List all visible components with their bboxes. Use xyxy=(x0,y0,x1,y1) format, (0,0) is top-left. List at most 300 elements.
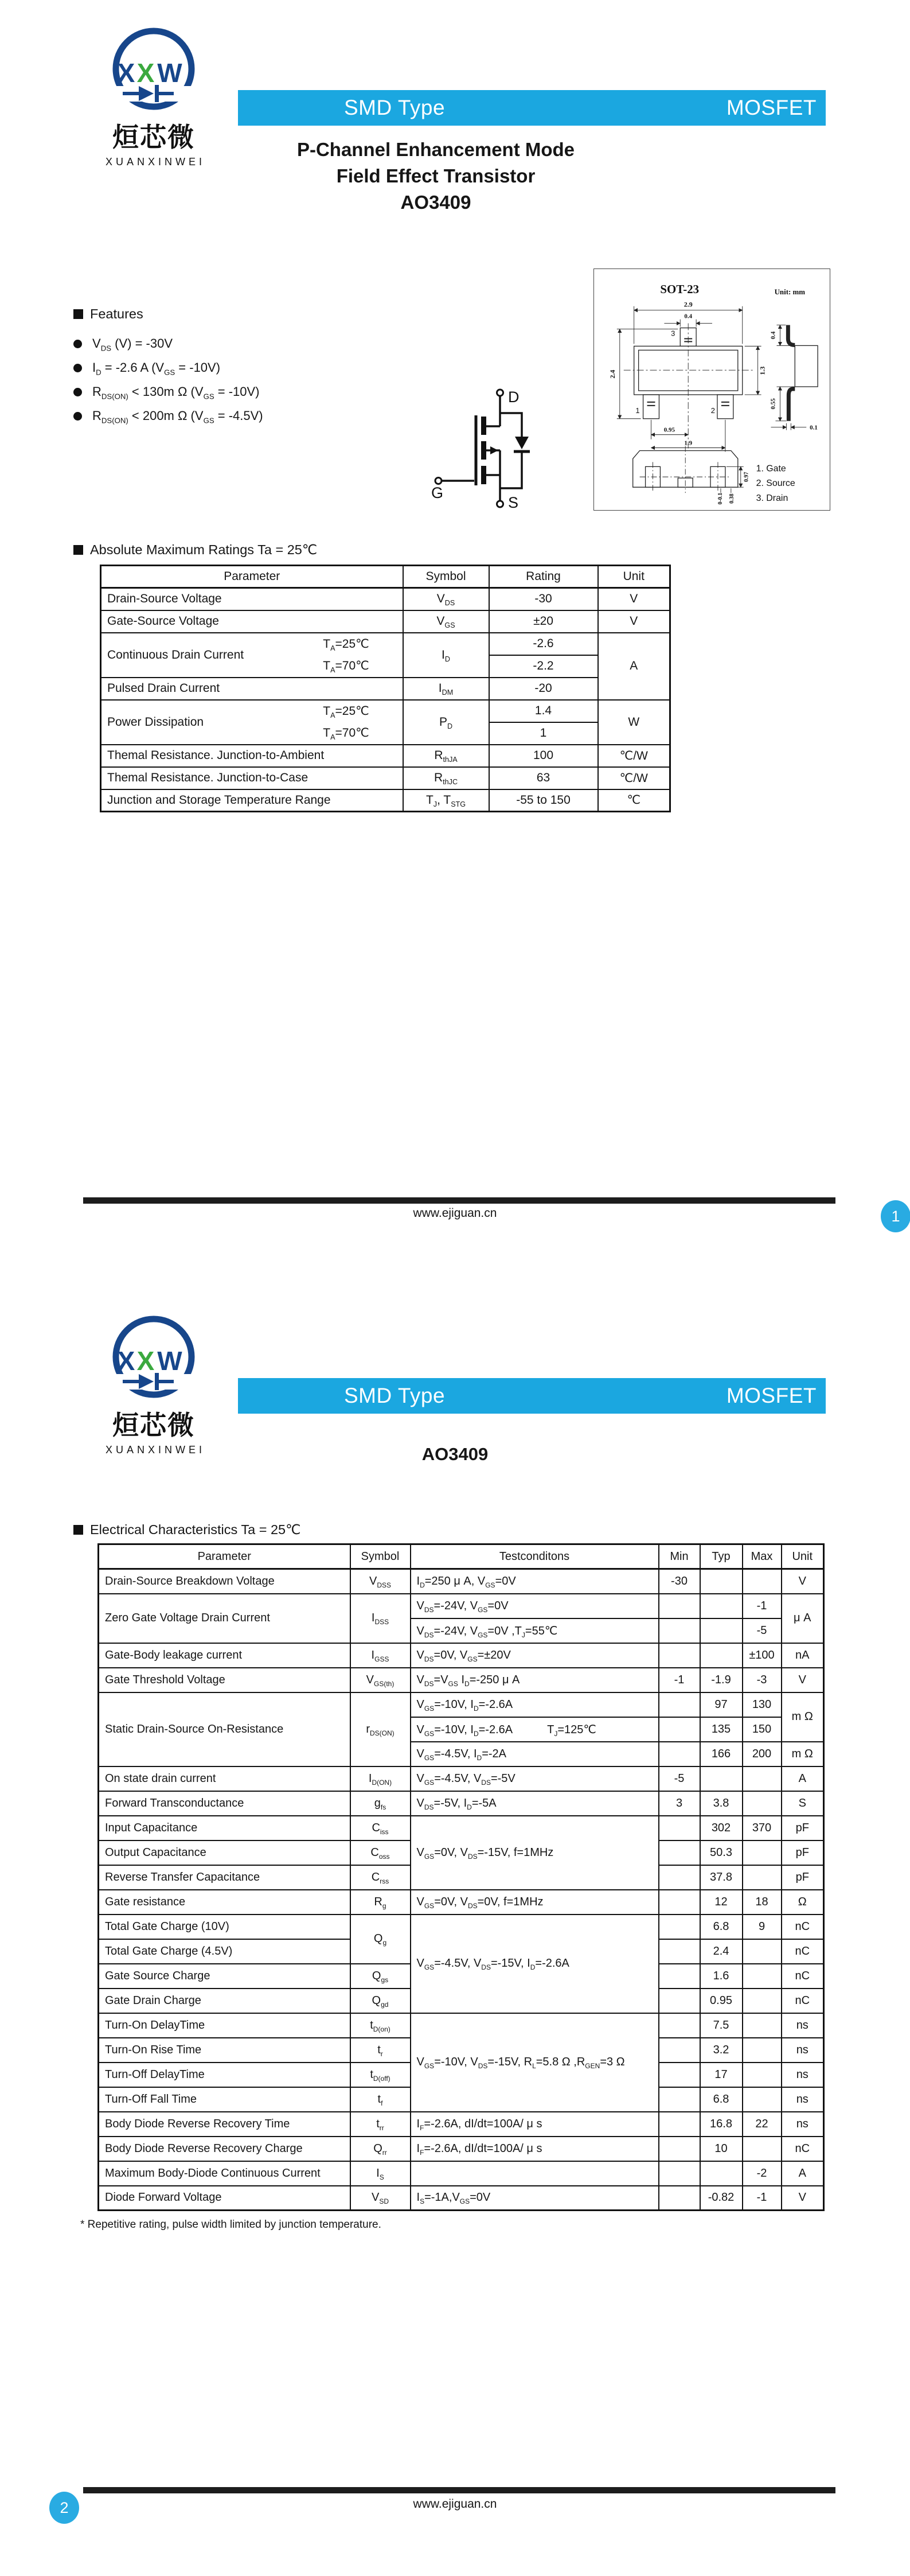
table-cell: 0.95 xyxy=(700,1989,743,2013)
table-row xyxy=(99,1692,824,1717)
table-cell xyxy=(743,1766,782,1791)
table-footnote: * Repetitive rating, pulse width limited by junction temperature. xyxy=(80,2219,381,2231)
table-cell: m Ω xyxy=(782,1742,824,1766)
table-row xyxy=(101,566,670,588)
table-cell: Themal Resistance. Junction-to-Ambient xyxy=(101,745,403,767)
dim-lead-thickness: 0.1 xyxy=(810,424,818,431)
table-cell: $I_{GSS}$ xyxy=(350,1643,411,1668)
table-cell: Diode Forward Voltage xyxy=(99,2186,350,2211)
logo-letter: X xyxy=(117,1346,135,1376)
table-cell: 10 xyxy=(700,2137,743,2161)
table-cell: Junction and Storage Temperature Range xyxy=(101,789,403,812)
table-cell: Forward Transconductance xyxy=(99,1791,350,1816)
table-cell: $V_{GS}=-10V$, $V_{DS}=-15V$, $R_L=5.8$ Ω $,R_{GEN}=3$ Ω xyxy=(411,2013,659,2112)
table-cell xyxy=(659,1989,700,2013)
table-cell: nC xyxy=(782,1915,824,1939)
table-cell: $I_S=-1A,V_{GS}=0V$ xyxy=(411,2186,659,2211)
table-row xyxy=(99,2186,824,2211)
table-cell: 370 xyxy=(743,1816,782,1840)
table-cell xyxy=(659,1964,700,1989)
table-row xyxy=(99,2161,824,2186)
dim-overall-height: 2.4 xyxy=(608,369,616,379)
table-cell: Body Diode Reverse Recovery Charge xyxy=(99,2137,350,2161)
table-cell: 100 xyxy=(489,745,598,767)
table-header-cell: Unit xyxy=(598,566,670,588)
table-cell: 1.6 xyxy=(700,1964,743,1989)
table-header-cell: Parameter xyxy=(101,566,403,588)
table-cell: 135 xyxy=(700,1717,743,1742)
table-cell: $Q_{gs}$ xyxy=(350,1964,411,1989)
abs-max-heading xyxy=(73,542,317,558)
table-row xyxy=(101,588,670,610)
datasheet-page-2 xyxy=(0,1288,910,2576)
pin-number-2: 2 xyxy=(710,406,715,415)
table-cell xyxy=(700,1766,743,1791)
company-logo-graphic xyxy=(91,1311,217,1463)
table-cell: Ω xyxy=(782,1890,824,1915)
table-cell: 97 xyxy=(700,1692,743,1717)
company-name-romanized: XUANXINWEI xyxy=(105,1444,206,1456)
feature-text: $I_D = -2.6$ A $(V_{GS} = -10V)$ xyxy=(92,360,221,377)
unit-note: Unit: mm xyxy=(774,287,806,296)
table-cell: -2.2 xyxy=(489,655,598,678)
table-cell: $V_{DS}=0V$, $V_{GS}=\pm 20V$ xyxy=(411,1643,659,1668)
table-cell xyxy=(659,2112,700,2137)
table-cell: Drain-Source Breakdown Voltage xyxy=(99,1569,350,1594)
table-cell: pF xyxy=(782,1816,824,1840)
table-header-cell: Unit xyxy=(782,1544,824,1569)
header-right-label: MOSFET xyxy=(726,96,817,119)
table-cell: $I_F=-2.6A$, dI/dt=100A/ μ s xyxy=(411,2112,659,2137)
table-cell xyxy=(700,2161,743,2186)
table-cell: $T_A=70℃$ xyxy=(290,655,403,678)
dim-pin-width: 0.4 xyxy=(684,313,693,320)
table-cell: -1 xyxy=(743,2186,782,2211)
company-name-chinese: 烜芯微 xyxy=(112,1410,195,1440)
pin-legend-source: 2. Source xyxy=(756,478,795,489)
table-cell: V xyxy=(598,610,670,633)
table-cell: V xyxy=(598,588,670,610)
table-cell xyxy=(659,1618,700,1643)
table-cell: 37.8 xyxy=(700,1865,743,1890)
table-cell: $V_{GS}=0V$, $V_{DS}=0V$, f=1MHz xyxy=(411,1890,659,1915)
table-cell: $V_{DS}$ xyxy=(403,588,489,610)
table-cell xyxy=(659,2013,700,2038)
feature-text: $R_{DS(ON)} < 200m$ Ω $(V_{GS} = -4.5V)$ xyxy=(92,408,263,425)
table-cell xyxy=(659,1840,700,1865)
table-cell: 1 xyxy=(489,722,598,745)
table-cell xyxy=(700,1569,743,1594)
table-cell: S xyxy=(782,1791,824,1816)
table-cell: Pulsed Drain Current xyxy=(101,678,403,700)
sot23-labels xyxy=(608,282,818,505)
table-cell: $C_{iss}$ xyxy=(350,1816,411,1840)
company-logo xyxy=(91,1311,217,1463)
circle-bullet-icon xyxy=(73,340,82,348)
table-cell: $R_{thJC}$ xyxy=(403,767,489,789)
mosfet-symbol xyxy=(424,383,579,527)
table-cell: Total Gate Charge (4.5V) xyxy=(99,1939,350,1964)
table-cell xyxy=(743,2137,782,2161)
header-bar xyxy=(238,90,826,126)
table-cell: $t_{rr}$ xyxy=(350,2112,411,2137)
table-cell: ns xyxy=(782,2013,824,2038)
table-cell: Zero Gate Voltage Drain Current xyxy=(99,1594,350,1643)
table-row xyxy=(101,700,670,722)
logo-letter: W xyxy=(157,58,182,88)
table-cell xyxy=(743,1840,782,1865)
feature-item xyxy=(73,332,429,356)
pin-number-1: 1 xyxy=(635,406,640,415)
elec-heading xyxy=(73,1522,301,1538)
table-header-cell: Testconditons xyxy=(411,1544,659,1569)
table-cell: $V_{DS}=-5V$, $I_D=-5A$ xyxy=(411,1791,659,1816)
table-row xyxy=(99,2112,824,2137)
page-number-badge: 2 xyxy=(49,2492,79,2524)
table-cell: Turn-On Rise Time xyxy=(99,2038,350,2063)
feature-item xyxy=(73,356,429,380)
table-cell: $V_{GS}=-10V$, $I_D=-2.6A$ $T_J=125℃$ xyxy=(411,1717,659,1742)
table-cell: -0.82 xyxy=(700,2186,743,2211)
table-cell: Gate Source Charge xyxy=(99,1964,350,1989)
table-cell: Gate-Source Voltage xyxy=(101,610,403,633)
table-cell: Gate-Body leakage current xyxy=(99,1643,350,1668)
table-cell: $C_{oss}$ xyxy=(350,1840,411,1865)
table-cell: $T_A=25℃$ xyxy=(290,633,403,655)
page-number-badge: 1 xyxy=(881,1200,910,1232)
table-cell: nA xyxy=(782,1643,824,1668)
company-logo-graphic xyxy=(91,23,217,175)
table-cell: ℃/W xyxy=(598,745,670,767)
table-cell: $Q_{gd}$ xyxy=(350,1989,411,2013)
table-cell: A xyxy=(782,2161,824,2186)
square-bullet-icon xyxy=(73,545,83,555)
arrow-icon xyxy=(490,446,498,454)
table-cell: nC xyxy=(782,2137,824,2161)
table-cell: 3.8 xyxy=(700,1791,743,1816)
logo-letter: X xyxy=(117,58,135,88)
table-cell: -20 xyxy=(489,678,598,700)
table-cell: $T_A=70℃$ xyxy=(290,722,403,745)
table-cell xyxy=(659,1742,700,1766)
table-cell: Body Diode Reverse Recovery Time xyxy=(99,2112,350,2137)
table-cell: Gate Threshold Voltage xyxy=(99,1668,350,1692)
table-header-cell: Symbol xyxy=(403,566,489,588)
table-header-cell: Rating xyxy=(489,566,598,588)
table-cell: $V_{DSS}$ xyxy=(350,1569,411,1594)
table-cell: $V_{SD}$ xyxy=(350,2186,411,2211)
table-cell: -5 xyxy=(743,1618,782,1643)
feature-item xyxy=(73,404,429,428)
table-row xyxy=(99,1668,824,1692)
table-row xyxy=(101,633,670,655)
table-cell: Static Drain-Source On-Resistance xyxy=(99,1692,350,1766)
title-line: Field Effect Transistor xyxy=(336,165,536,186)
table-cell: $V_{GS}=0V$, $V_{DS}=-15V$, f=1MHz xyxy=(411,1816,659,1890)
title-line: P-Channel Enhancement Mode xyxy=(296,139,575,160)
abs-max-table xyxy=(100,565,671,812)
table-cell: pF xyxy=(782,1865,824,1890)
circle-bullet-icon xyxy=(73,388,82,396)
table-cell xyxy=(743,1569,782,1594)
table-cell xyxy=(743,1939,782,1964)
table-cell xyxy=(659,2137,700,2161)
table-cell: $V_{GS}$ xyxy=(403,610,489,633)
table-cell: nC xyxy=(782,1989,824,2013)
table-cell: -5 xyxy=(659,1766,700,1791)
dim-pin-span: 1.9 xyxy=(684,439,693,447)
table-row xyxy=(99,1766,824,1791)
table-cell: ns xyxy=(782,2087,824,2112)
dim-body-height: 1.3 xyxy=(758,366,767,375)
pin-legend-drain: 3. Drain xyxy=(756,493,788,504)
header-left-label: SMD Type xyxy=(344,96,446,119)
title-line-part-number: AO3409 xyxy=(400,192,471,213)
table-cell: 3.2 xyxy=(700,2038,743,2063)
table-cell: -1 xyxy=(659,1668,700,1692)
table-row xyxy=(99,1816,824,1840)
sot23-drawing xyxy=(594,269,830,510)
table-cell xyxy=(743,1964,782,1989)
elec-heading-label: Electrical Characteristics Ta = 25℃ xyxy=(90,1522,301,1537)
table-cell: Gate Drain Charge xyxy=(99,1989,350,2013)
table-cell: $T_J$, $T_{STG}$ xyxy=(403,789,489,812)
table-cell: $V_{GS}=-4.5V$, $V_{DS}=-5V$ xyxy=(411,1766,659,1791)
table-cell: 3 xyxy=(659,1791,700,1816)
table-cell: Maximum Body-Diode Continuous Current xyxy=(99,2161,350,2186)
table-row xyxy=(99,1915,824,1939)
table-row xyxy=(99,1791,824,1816)
logo-monogram xyxy=(118,58,183,88)
body-diode-icon xyxy=(515,437,529,449)
table-cell xyxy=(659,2038,700,2063)
table-cell: ±100 xyxy=(743,1643,782,1668)
sot23-bottom-view xyxy=(633,446,744,493)
table-cell: $I_{DM}$ xyxy=(403,678,489,700)
table-cell: $t_f$ xyxy=(350,2087,411,2112)
table-cell: Turn-Off Fall Time xyxy=(99,2087,350,2112)
table-cell: $r_{DS(ON)}$ xyxy=(350,1692,411,1766)
table-cell xyxy=(659,1816,700,1840)
table-cell: On state drain current xyxy=(99,1766,350,1791)
table-cell: -55 to 150 xyxy=(489,789,598,812)
company-name-chinese: 烜芯微 xyxy=(112,122,195,152)
company-name-romanized: XUANXINWEI xyxy=(105,156,206,168)
table-row xyxy=(101,745,670,767)
dim-lead-top: 0.4 xyxy=(770,331,777,340)
mosfet-symbol-drawing xyxy=(424,383,579,527)
table-cell: Turn-On DelayTime xyxy=(99,2013,350,2038)
table-cell: -1.9 xyxy=(700,1668,743,1692)
features-list xyxy=(73,332,429,428)
table-row xyxy=(99,1890,824,1915)
table-cell: 2.4 xyxy=(700,1939,743,1964)
table-header-cell: Min xyxy=(659,1544,700,1569)
table-cell: -30 xyxy=(489,588,598,610)
dim-pad-height: 0.97 xyxy=(743,472,750,482)
table-cell xyxy=(743,1989,782,2013)
table-row xyxy=(99,1643,824,1668)
table-cell: 166 xyxy=(700,1742,743,1766)
table-cell: $V_{DS}=V_{GS}$ $I_D=-250$ μ A xyxy=(411,1668,659,1692)
table-cell: $R_{thJA}$ xyxy=(403,745,489,767)
table-cell: 150 xyxy=(743,1717,782,1742)
table-cell: Reverse Transfer Capacitance xyxy=(99,1865,350,1890)
pin-legend-gate: 1. Gate xyxy=(756,464,786,474)
table-cell: $Q_{rr}$ xyxy=(350,2137,411,2161)
table-row xyxy=(99,1569,824,1594)
table-cell: $I_D=250$ μ A, $V_{GS}=0V$ xyxy=(411,1569,659,1594)
table-row xyxy=(99,1544,824,1569)
logo-letter: X xyxy=(136,1346,155,1376)
table-cell: 1.4 xyxy=(489,700,598,722)
feature-text: $V_{DS}$ (V) = -30V xyxy=(92,336,173,353)
table-cell: $T_A=25℃$ xyxy=(290,700,403,722)
table-cell xyxy=(743,2087,782,2112)
table-cell: $V_{DS}=-24V$, $V_{GS}=0V$ $,T_J=55℃$ xyxy=(411,1618,659,1643)
table-cell: -2.6 xyxy=(489,633,598,655)
table-cell: Input Capacitance xyxy=(99,1816,350,1840)
table-cell: 302 xyxy=(700,1816,743,1840)
package-outline-box xyxy=(593,269,830,511)
table-cell xyxy=(659,2063,700,2087)
table-cell: nC xyxy=(782,1939,824,1964)
package-name: SOT-23 xyxy=(660,282,700,296)
table-cell xyxy=(659,1717,700,1742)
table-cell: $V_{GS}=-4.5V$, $I_D=-2A$ xyxy=(411,1742,659,1766)
table-cell: ℃ xyxy=(598,789,670,812)
table-cell: ns xyxy=(782,2063,824,2087)
table-cell: ns xyxy=(782,2038,824,2063)
table-cell xyxy=(659,1643,700,1668)
table-row xyxy=(101,789,670,812)
table-cell: $I_F=-2.6A$, dI/dt=100A/ μ s xyxy=(411,2137,659,2161)
sot23-side-view xyxy=(771,325,818,430)
table-cell: $I_{DSS}$ xyxy=(350,1594,411,1643)
features-heading-label: Features xyxy=(90,306,143,321)
company-logo xyxy=(91,23,217,175)
table-cell: 9 xyxy=(743,1915,782,1939)
logo-letter: X xyxy=(136,58,155,88)
table-cell xyxy=(659,2087,700,2112)
table-cell: 22 xyxy=(743,2112,782,2137)
source-label: S xyxy=(508,494,519,511)
table-cell: Total Gate Charge (10V) xyxy=(99,1915,350,1939)
table-cell: 16.8 xyxy=(700,2112,743,2137)
table-cell xyxy=(743,1791,782,1816)
table-cell: m Ω xyxy=(782,1692,824,1742)
table-cell: 6.8 xyxy=(700,2087,743,2112)
page-title xyxy=(229,137,642,216)
feature-item xyxy=(73,380,429,404)
table-row xyxy=(101,610,670,633)
table-cell: 63 xyxy=(489,767,598,789)
table-row xyxy=(101,678,670,700)
table-cell: 12 xyxy=(700,1890,743,1915)
drain-label: D xyxy=(508,388,520,406)
table-cell: W xyxy=(598,700,670,745)
table-cell xyxy=(700,1594,743,1618)
electrical-characteristics-table xyxy=(97,1543,825,2211)
table-header-cell: Parameter xyxy=(99,1544,350,1569)
table-cell: $R_g$ xyxy=(350,1890,411,1915)
table-cell xyxy=(743,2063,782,2087)
table-cell: Turn-Off DelayTime xyxy=(99,2063,350,2087)
table-cell: $t_{D(off)}$ xyxy=(350,2063,411,2087)
table-cell: Power Dissipation xyxy=(101,700,290,745)
sot23-front-view xyxy=(617,306,761,452)
table-cell: Gate resistance xyxy=(99,1890,350,1915)
table-row xyxy=(99,1594,824,1618)
table-cell xyxy=(700,1643,743,1668)
logo-letter: W xyxy=(157,1346,182,1376)
header-right-label: MOSFET xyxy=(726,1384,817,1407)
table-cell: $t_{D(on)}$ xyxy=(350,2013,411,2038)
footer-divider xyxy=(83,1197,835,1204)
table-cell: ±20 xyxy=(489,610,598,633)
header-left-label: SMD Type xyxy=(344,1384,446,1407)
table-cell: 130 xyxy=(743,1692,782,1717)
square-bullet-icon xyxy=(73,309,83,319)
table-cell: $I_{D(ON)}$ xyxy=(350,1766,411,1791)
table-cell: 200 xyxy=(743,1742,782,1766)
table-cell: -1 xyxy=(743,1594,782,1618)
table-cell: $V_{GS(th)}$ xyxy=(350,1668,411,1692)
table-cell xyxy=(659,1594,700,1618)
part-number: AO3409 xyxy=(421,1444,489,1464)
table-cell: A xyxy=(598,633,670,700)
table-cell xyxy=(659,1890,700,1915)
table-header-cell: Max xyxy=(743,1544,782,1569)
dim-lead-bottom: 0.55 xyxy=(770,398,777,410)
header-bar xyxy=(238,1378,826,1414)
table-cell xyxy=(659,1865,700,1890)
table-cell: 18 xyxy=(743,1890,782,1915)
table-cell: nC xyxy=(782,1964,824,1989)
table-cell: Continuous Drain Current xyxy=(101,633,290,678)
table-cell: pF xyxy=(782,1840,824,1865)
circle-bullet-icon xyxy=(73,364,82,372)
table-cell: $Q_g$ xyxy=(350,1915,411,1964)
dim-pad-width: 0.38 xyxy=(728,493,735,504)
table-cell xyxy=(743,1865,782,1890)
dim-standoff: 0-0.1 xyxy=(717,492,724,505)
table-cell: ns xyxy=(782,2112,824,2137)
table-cell: $V_{GS}=-10V$, $I_D=-2.6A$ xyxy=(411,1692,659,1717)
table-cell: Drain-Source Voltage xyxy=(101,588,403,610)
table-cell: -2 xyxy=(743,2161,782,2186)
table-cell: 7.5 xyxy=(700,2013,743,2038)
footer-website: www.ejiguan.cn xyxy=(413,2497,497,2511)
table-row xyxy=(99,2013,824,2038)
circle-bullet-icon xyxy=(73,412,82,421)
gate-label: G xyxy=(431,484,444,501)
table-header-cell: Typ xyxy=(700,1544,743,1569)
square-bullet-icon xyxy=(73,1525,83,1535)
table-cell xyxy=(659,2186,700,2211)
table-cell xyxy=(411,2161,659,2186)
footer-divider xyxy=(83,2487,835,2493)
table-cell: V xyxy=(782,1569,824,1594)
table-row xyxy=(101,767,670,789)
table-cell: ℃/W xyxy=(598,767,670,789)
table-cell: $P_D$ xyxy=(403,700,489,745)
table-cell xyxy=(743,2013,782,2038)
logo-monogram xyxy=(118,1346,183,1376)
table-cell xyxy=(659,1939,700,1964)
table-cell: 50.3 xyxy=(700,1840,743,1865)
table-cell xyxy=(659,1692,700,1717)
